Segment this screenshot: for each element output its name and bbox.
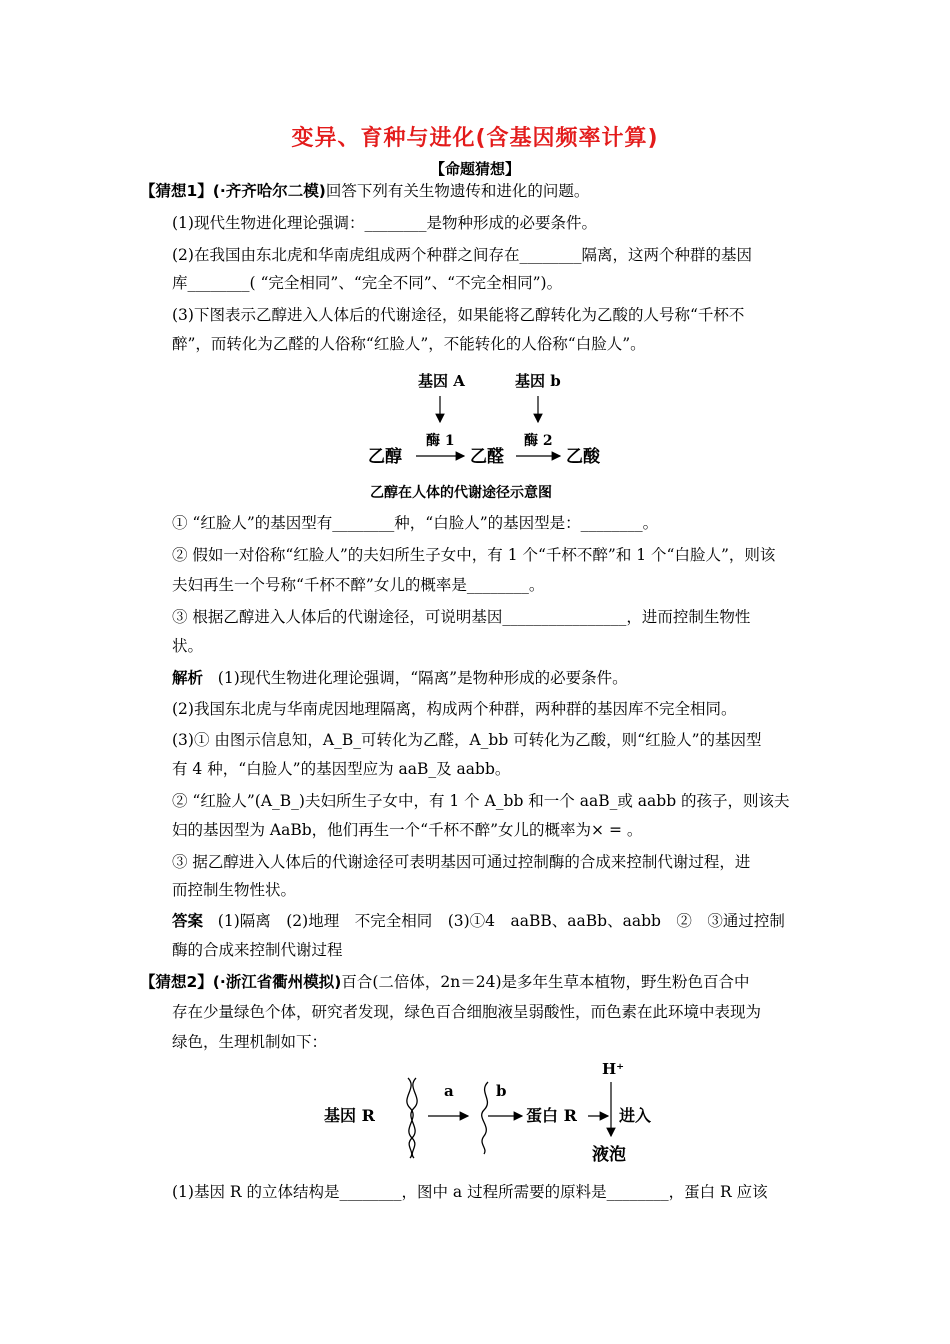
q2-part1: (1)基因 R 的立体结构是________，图中 a 过程所需要的原料是________，蛋白 R 应该: [172, 1183, 768, 1201]
acetic-acid-label: 乙酸: [566, 447, 600, 467]
ethanol-label: 乙醇: [368, 447, 402, 467]
q1-sub1: ① “红脸人”的基因型有________种，“白脸人”的基因型是：________。: [172, 514, 659, 532]
ethanol-pathway-figure: [360, 368, 620, 508]
q1-part3-line2: 醉”，而转化为乙醛的人俗称“红脸人”，不能转化的人俗称“白脸人”。: [172, 335, 646, 353]
gene-a-label: 基因 A: [418, 372, 465, 390]
q2-stem-line3: 绿色，生理机制如下：: [172, 1033, 328, 1051]
enzyme2-label: 酶 2: [524, 433, 553, 449]
q1-source: (·齐齐哈尔二模): [212, 182, 326, 200]
section-heading: 【命题猜想】: [429, 160, 520, 178]
enzyme1-label: 酶 1: [426, 433, 455, 449]
q2-tag: 【猜想2】: [140, 973, 213, 991]
q1-header: [140, 180, 589, 202]
process-a-label: a: [444, 1082, 454, 1100]
page-title: 变异、育种与进化(含基因频率计算): [291, 126, 659, 151]
answer-line2: 酶的合成来控制代谢过程: [172, 941, 343, 959]
analysis-text1: (1)现代生物进化理论强调，“隔离”是物种形成的必要条件。: [217, 669, 628, 687]
analysis-label: 解析: [172, 669, 204, 687]
analysis-line6: 妇的基因型为 AaBb，他们再生一个“千杯不醉”女儿的概率为× = 。: [172, 821, 643, 839]
analysis-line5: ② “红脸人”(A_B_)夫妇所生子女中，有 1 个 A_bb 和一个 aaB_或 aabb 的孩子，则该夫: [172, 792, 790, 810]
q1-tag: 【猜想1】: [140, 182, 213, 200]
gene-r-mechanism-figure: [320, 1058, 660, 1170]
process-b-label: b: [496, 1082, 507, 1100]
analysis-line8: 而控制生物性状。: [172, 881, 297, 899]
q1-sub3-line2: 状。: [172, 637, 204, 655]
q1-part1: (1)现代生物进化理论强调：________是物种形成的必要条件。: [172, 214, 597, 232]
answer-text1: (1)隔离 (2)地理 不完全相同 (3)①4 aaBB、aaBb、aabb ② ③通过控制: [217, 912, 785, 930]
q2-header: [140, 971, 750, 993]
gene-b-label: 基因 b: [515, 372, 561, 390]
enter-label: 进入: [619, 1106, 652, 1125]
vacuole-label: 液泡: [592, 1145, 626, 1165]
analysis-line3: (3)① 由图示信息知，A_B_可转化为乙醛，A_bb 可转化为乙酸，则“红脸人”的基因型: [172, 731, 762, 749]
gene-r-label: 基因 R: [324, 1106, 375, 1125]
q2-stem-line2: 存在少量绿色个体，研究者发现，绿色百合细胞液呈弱酸性，而色素在此环境中表现为: [172, 1003, 762, 1021]
q2-source: (·浙江省衢州模拟): [212, 973, 342, 991]
analysis-line2: (2)我国东北虎与华南虎因地理隔离，构成两个种群，两种群的基因库不完全相同。: [172, 700, 737, 718]
q1-sub3-line1: ③ 根据乙醇进入人体后的代谢途径，可说明基因________________，进而控制生物性: [172, 608, 751, 626]
answer-line1: [172, 910, 785, 932]
h-plus-label: H⁺: [602, 1060, 625, 1078]
protein-r-label: 蛋白 R: [526, 1106, 577, 1125]
answer-label: 答案: [172, 912, 204, 930]
mrna-strand-icon: [482, 1082, 488, 1154]
q2-stem-line1: 百合(二倍体，2n＝24)是多年生草本植物，野生粉色百合中: [341, 973, 750, 991]
analysis-line4: 有 4 种，“白脸人”的基因型应为 aaB_及 aabb。: [172, 760, 511, 778]
q1-part2-line1: (2)在我国由东北虎和华南虎组成两个种群之间存在________隔离，这两个种群的基因: [172, 246, 752, 264]
q1-part2-line2: 库________( “完全相同”、“完全不同”、“不完全相同”)。: [172, 274, 563, 292]
acetaldehyde-label: 乙醛: [470, 447, 504, 467]
q1-sub2-line1: ② 假如一对俗称“红脸人”的夫妇所生子女中，有 1 个“千杯不醉”和 1 个“白脸人”，则该: [172, 546, 776, 564]
figure-caption: 乙醇在人体的代谢途径示意图: [370, 485, 552, 501]
q1-part3-line1: (3)下图表示乙醇进入人体后的代谢途径，如果能将乙醇转化为乙酸的人号称“千杯不: [172, 306, 745, 324]
q1-stem: 回答下列有关生物遗传和进化的问题。: [325, 182, 590, 200]
analysis-line7: ③ 据乙醇进入人体后的代谢途径可表明基因可通过控制酶的合成来控制代谢过程，进: [172, 853, 751, 871]
q1-sub2-line2: 夫妇再生一个号称“千杯不醉”女儿的概率是________。: [172, 576, 545, 594]
analysis-line1: [172, 667, 628, 689]
